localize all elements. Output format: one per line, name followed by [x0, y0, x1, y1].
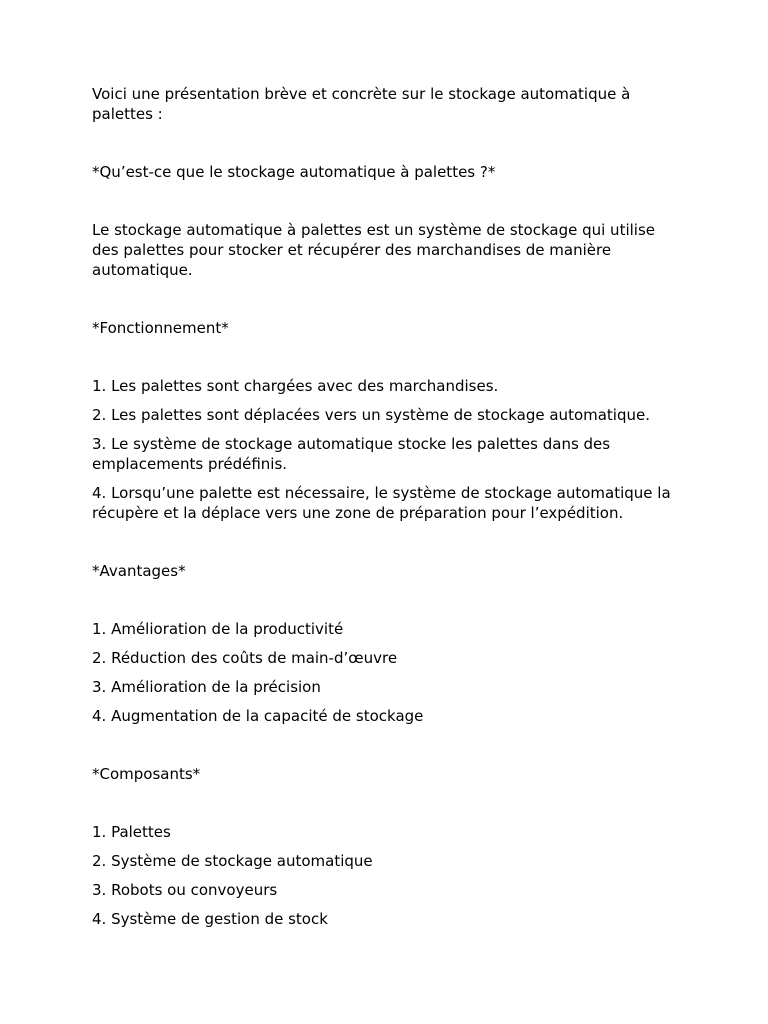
list-item: 4. Système de gestion de stock [92, 910, 328, 928]
list-item: 4. Lorsqu’une palette est nécessaire, le système de stockage automatique la récupère et la déplace vers une zone de préparation pour l’expédition. [92, 484, 671, 522]
list-item: 4. Augmentation de la capacité de stockage [92, 707, 424, 725]
list-item: 2. Les palettes sont déplacées vers un système de stockage automatique. [92, 406, 651, 424]
section-heading-components: *Composants* [92, 765, 201, 783]
list-item: 2. Système de stockage automatique [92, 852, 373, 870]
list-item: 1. Palettes [92, 823, 171, 841]
list-item: 3. Robots ou convoyeurs [92, 881, 278, 899]
list-item: 3. Le système de stockage automatique stocke les palettes dans des emplacements prédéfinis. [92, 435, 611, 473]
intro-paragraph: Voici une présentation brève et concrète sur le stockage automatique à palettes : [92, 85, 631, 123]
section-heading-advantages: *Avantages* [92, 562, 186, 580]
list-item: 1. Les palettes sont chargées avec des marchandises. [92, 377, 499, 395]
list-item: 1. Amélioration de la productivité [92, 620, 344, 638]
list-item: 2. Réduction des coûts de main-d’œuvre [92, 649, 398, 667]
document-body [92, 84, 682, 929]
section-heading-operation: *Fonctionnement* [92, 319, 229, 337]
definition-paragraph: Le stockage automatique à palettes est un système de stockage qui utilise des palettes pour stocker et récupérer des marchandises de manière automatique. [92, 221, 655, 279]
section-heading-what: *Qu’est-ce que le stockage automatique à palettes ?* [92, 163, 496, 181]
list-item: 3. Amélioration de la précision [92, 678, 321, 696]
